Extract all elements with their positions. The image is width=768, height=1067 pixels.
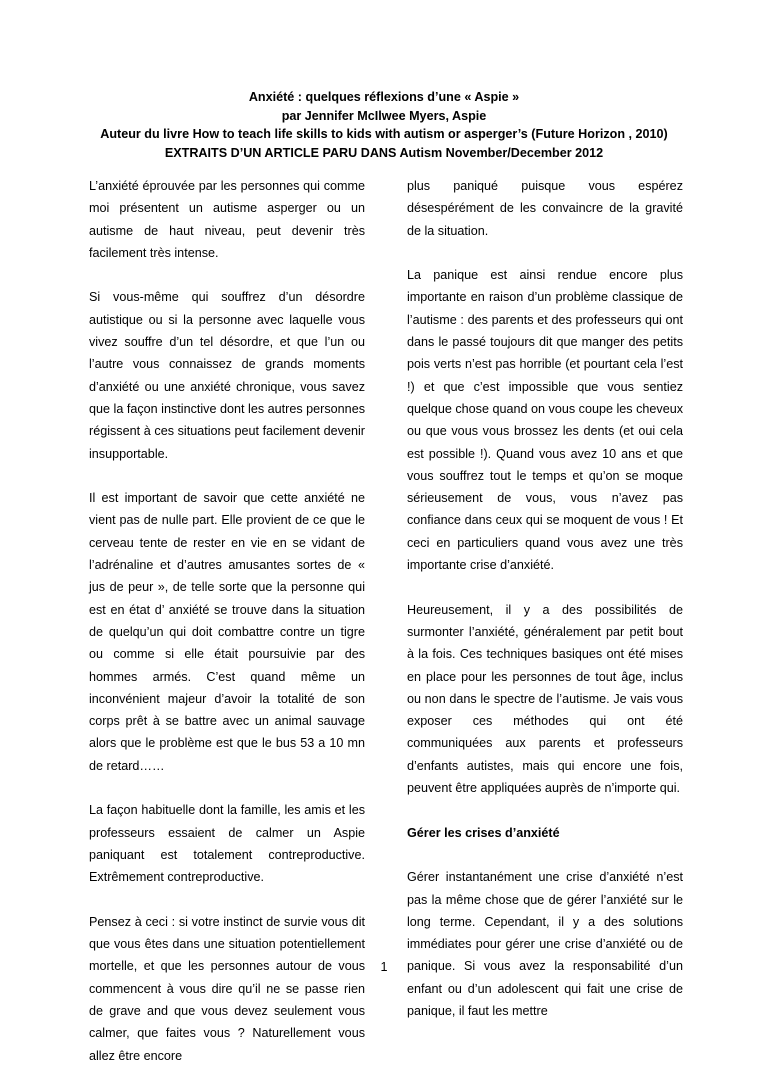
paragraph: L’anxiété éprouvée par les personnes qui comme moi présentent un autisme asperger ou un autisme de haut niveau, peut devenir très facilement très intense. bbox=[89, 179, 365, 260]
paragraph: La panique est ainsi rendue encore plus importante en raison d’un problème classique de l’autisme : des parents et des professeurs qui ont dans le passé toujours dit que manger des petits pois verts n’est pas horrible (et pourtant cela l’est !) et que c’est impossible que vous sentiez quelque chose quand on vous coupe les cheveux ou que vous vous brossez les dents (et oui cela est possible !). Quand vous avez 10 ans et que vous souffrez tout le temps et qu’on se moque sérieusement de vous, vous n’avez pas confiance dans ceux qui se moquent de vous ! Et ceci en particuliers quand vous avez une très importante crise d’anxiété. bbox=[407, 268, 683, 573]
paragraph: Si vous-même qui souffrez d’un désordre autistique ou si la personne avec laquelle vous vivez souffre d’un tel désordre, et que l’un ou l’autre vous connaissez de grands moments d’anxiété ou une anxiété chronique, vous savez que la façon instinctive dont les autres personnes régissent à ces situations peut facilement devenir insupportable. bbox=[89, 290, 365, 461]
paragraph: La façon habituelle dont la famille, les amis et les professeurs essaient de calmer un Aspie paniquant est totalement contreproductive. Extrêmement contreproductive. bbox=[89, 803, 365, 885]
right-column bbox=[407, 175, 683, 1022]
left-column bbox=[89, 175, 365, 1067]
paragraph: Gérer instantanément une crise d’anxiété n’est pas la même chose que de gérer l’anxiété sur le long terme. Cependant, il y a des solutions immédiates pour gérer une crise d’anxiété ou de panique. Si vous avez la responsabilité d’un enfant ou d’un adolescent qui fait une crise de panique, il faut les mettre bbox=[407, 870, 683, 1018]
article-title: Anxiété : quelques réflexions d’une « Aspie » bbox=[248, 90, 520, 104]
article-book: Auteur du livre How to teach life skills to kids with autism or asperger’s (Future Horizon , 2010) bbox=[100, 127, 668, 141]
paragraph: Il est important de savoir que cette anxiété ne vient pas de nulle part. Elle provient de ce que le cerveau tente de rester en vie en se vidant de l’adrénaline et d’autres amusantes sortes de « jus de peur », de telle sorte que la personne qui est en état d’ anxiété se trouve dans la situation de quelqu’un qui doit combattre contre un tigre ou comme si elle était poursuivie par des hommes armés. C’est quand même un inconvénient majeur d’avoir la totalité de son corps prêt à se battre avec un animal sauvage alors que le problème est que le bus 53 a 10 mn de retard…… bbox=[89, 491, 365, 773]
page-number: 1 bbox=[380, 960, 388, 974]
paragraph: Pensez à ceci : si votre instinct de survie vous dit que vous êtes dans une situation potentiellement mortelle, et que les personnes autour de vous commencent à vous dire qu’il ne se passe rien de grave and que vous devez seulement vous calmer, que faites vous ? Naturellement vous allez être encore bbox=[89, 914, 365, 1063]
article-source: EXTRAITS D’UN ARTICLE PARU DANS Autism November/December 2012 bbox=[164, 145, 604, 160]
paragraph: plus paniqué puisque vous espérez désespérément de les convaincre de la gravité de la situation. bbox=[407, 179, 683, 238]
section-heading: Gérer les crises d’anxiété bbox=[407, 825, 560, 840]
article-byline: par Jennifer McIlwee Myers, Aspie bbox=[281, 108, 487, 123]
article-header bbox=[0, 88, 768, 162]
paragraph: Heureusement, il y a des possibilités de surmonter l’anxiété, généralement par petit bout à la fois. Ces techniques basiques ont été mises en place pour les personnes de tout âge, inclus ou non dans le spectre de l’autisme. Je vais vous exposer ces méthodes qui ont été communiquées aux parents et professeurs d’enfants autistes, mais qui encore une fois, peuvent être appliquées auprès de n’importe qui. bbox=[407, 602, 683, 796]
